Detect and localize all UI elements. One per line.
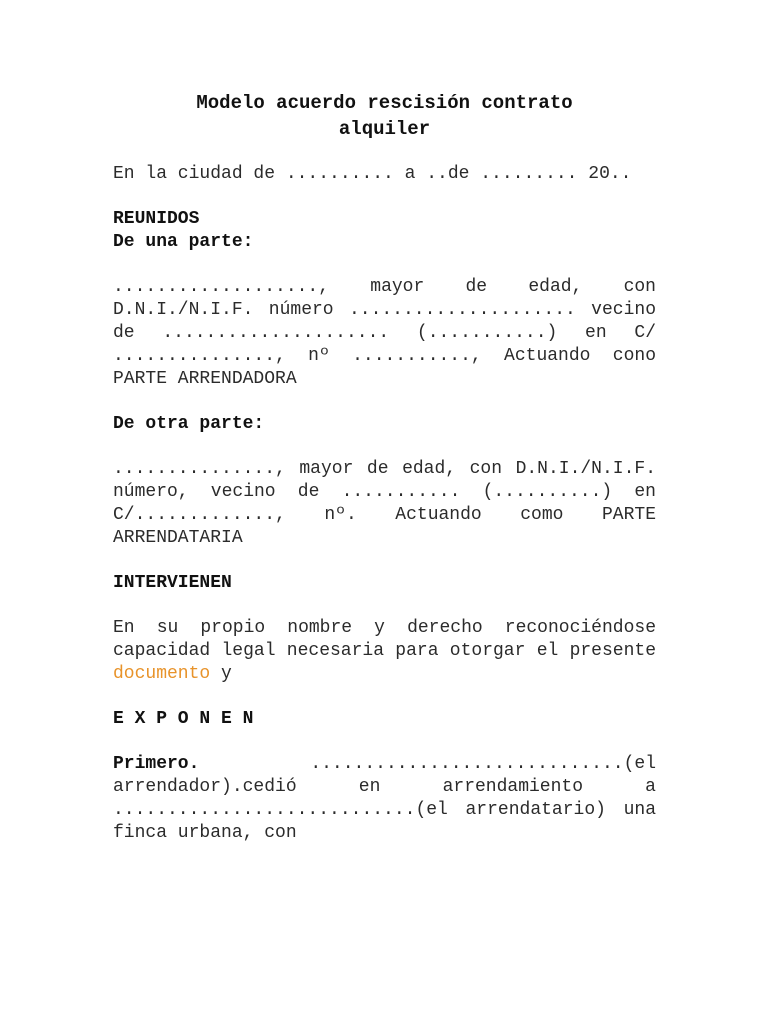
reunidos-heading: REUNIDOS (113, 209, 200, 229)
primero-label: Primero. (113, 754, 200, 774)
intervienen-heading: INTERVIENEN (113, 573, 232, 593)
intervienen-text: En su propio nombre y derecho reconociéndose capacidad legal necesaria para otorgar el presente (113, 618, 656, 661)
document-page (113, 90, 656, 845)
intro-paragraph: En la ciudad de .......... a ..de ......... 20.. (113, 164, 632, 184)
title-line-2: alquiler (338, 118, 431, 140)
exponen-heading: E X P O N E N (113, 709, 254, 729)
intervienen-paragraph (113, 617, 656, 686)
documento-link[interactable]: documento (113, 664, 211, 684)
title-line-1: Modelo acuerdo rescisión contrato (196, 92, 573, 114)
party-two-paragraph: ..............., mayor de edad, con D.N.I./N.I.F. número, vecino de ........... (..........) en C/............., nº. Actuando como PARTE ARRENDATARIA (113, 459, 656, 548)
primero-text: .............................(el arrendador).cedió en arrendamiento a ............................(el arrendatario) una finca urbana, con (113, 754, 656, 843)
party-two-heading: De otra parte: (113, 414, 265, 434)
party-one-paragraph: ..................., mayor de edad, con D.N.I./N.I.F. número ..................... vecino de ..................... (...........) en C/ ..............., nº ..........., Actuando cono PARTE ARRENDADORA (113, 277, 656, 389)
document-title (113, 90, 656, 142)
party-one-heading: De una parte: (113, 232, 254, 252)
primero-paragraph (113, 753, 656, 845)
intervienen-text-end: y (210, 664, 232, 684)
